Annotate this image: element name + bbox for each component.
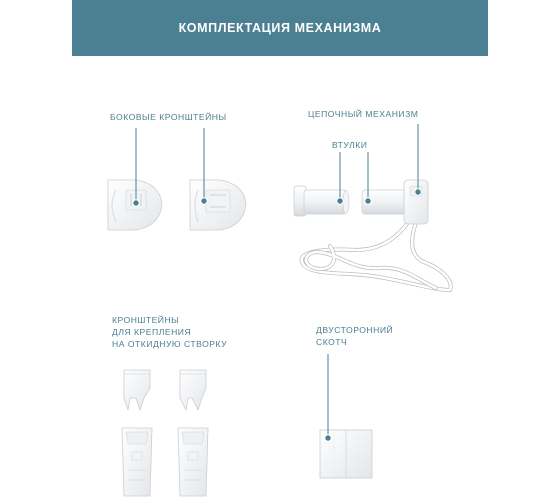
tilt-bracket-right-bottom [178, 428, 208, 496]
chain-mechanism-housing [404, 180, 428, 224]
page-title: КОМПЛЕКТАЦИЯ МЕХАНИЗМА [178, 21, 382, 35]
double-tape-label-line-1: ДВУСТОРОННИЙ [316, 325, 394, 335]
tilt-bracket-right-top [180, 370, 206, 410]
tilt-bracket-left-top [124, 370, 150, 410]
tilt-brackets-label-line-1: КРОНШТЕЙНЫ [112, 315, 180, 325]
chain-beads [302, 212, 451, 290]
tilt-brackets-label-line-2: ДЛЯ КРЕПЛЕНИЯ [112, 327, 192, 337]
tilt-brackets-label-line-3: НА ОТКИДНУЮ СТВОРКУ [112, 339, 228, 349]
side-bracket-right [190, 180, 246, 230]
double-tape-pointer [325, 354, 331, 441]
tilt-bracket-left-bottom [122, 428, 152, 496]
side-brackets-label: БОКОВЫЕ КРОНШТЕЙНЫ [110, 112, 227, 122]
bushings-label: ВТУЛКИ [332, 140, 368, 150]
chain-mechanism-label: ЦЕПОЧНЫЙ МЕХАНИЗМ [308, 109, 419, 119]
double-tape-label-line-2: СКОТЧ [316, 337, 348, 347]
